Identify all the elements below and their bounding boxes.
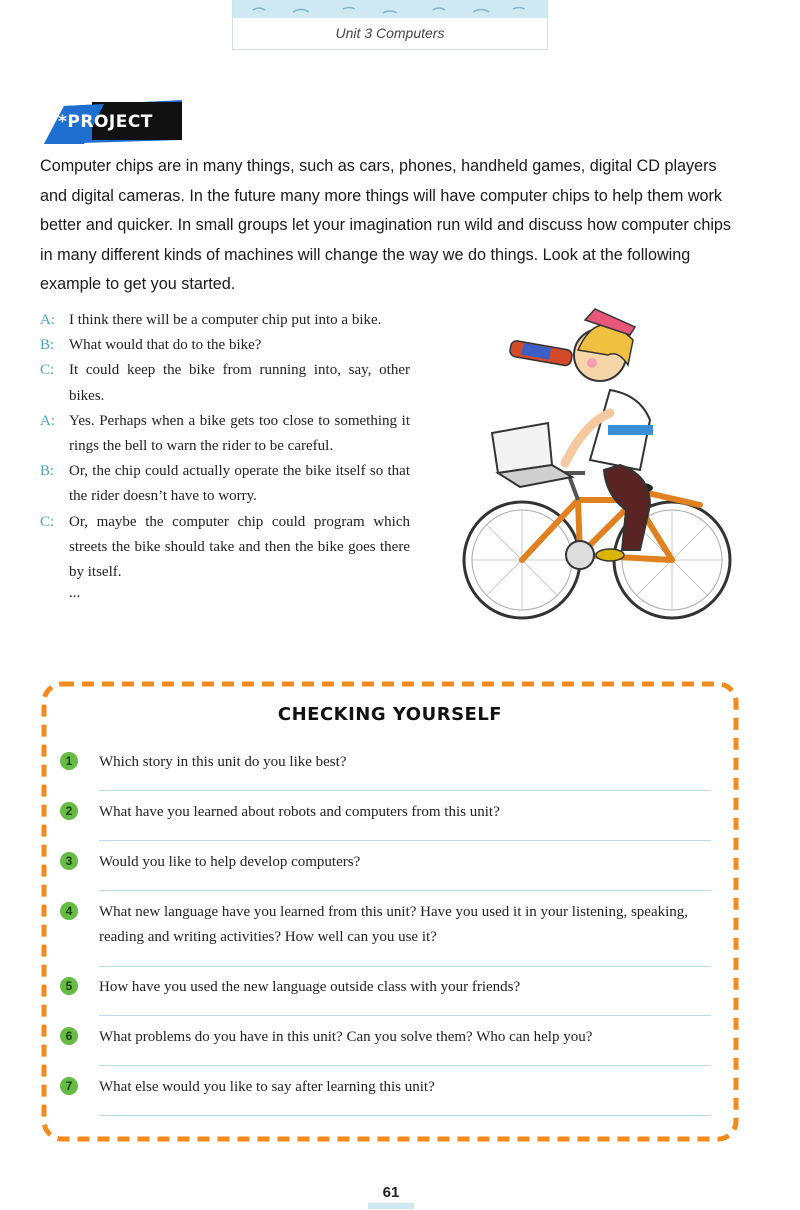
dialog-text: Yes. Perhaps when a bike gets too close to something it rings the bell to warn the rider to be careful.: [69, 412, 410, 455]
dialog-text: It could keep the bike from running into, say, other bikes.: [69, 362, 410, 404]
answer-line[interactable]: [99, 1015, 711, 1016]
question-number-badge: 2: [60, 802, 78, 820]
question-text: What have you learned about robots and computers from this unit?: [99, 804, 500, 820]
question-text: How have you used the new language outside class with your friends?: [99, 979, 521, 995]
page-number-underline: [368, 1203, 414, 1209]
project-badge: [44, 100, 184, 146]
answer-line[interactable]: [99, 966, 711, 967]
dialog-ellipsis: ...: [69, 585, 81, 602]
dialog-speaker: C:: [40, 513, 55, 530]
question-text: Which story in this unit do you like best?: [99, 754, 347, 770]
dialog-speaker: A:: [40, 412, 55, 429]
dialog-speaker: C:: [40, 362, 55, 379]
project-intro: Computer chips are in many things, such as cars, phones, handheld games, digital CD players and digital cameras. In the future many more things will have computer chips to help them work better and quicker. In small groups let your imagination run wild and discuss how computer chips in many different kinds of machines will change the way we do things. Look at the following example to get you started.: [40, 157, 732, 293]
dialog-text: Or, maybe the computer chip could program which streets the bike should take and then the bike goes there by itself.: [69, 513, 410, 581]
answer-line[interactable]: [99, 840, 711, 841]
dialog-speaker: B:: [40, 463, 55, 480]
dialog-line: [40, 333, 410, 358]
answer-line[interactable]: [99, 790, 711, 791]
dialog-text: I think there will be a computer chip put into a bike.: [69, 312, 382, 328]
answer-line[interactable]: [99, 890, 711, 891]
dialog-line: [40, 510, 410, 586]
bike-rider-illustration: [460, 305, 735, 645]
answer-line[interactable]: [99, 1065, 711, 1066]
unit-header: [232, 0, 548, 50]
unit-title: Unit 3 Computers: [335, 25, 445, 41]
dialog-speaker: B:: [40, 337, 55, 354]
dialog-line: [40, 308, 410, 333]
dialog-text: What would that do to the bike?: [69, 337, 262, 354]
question-text: What new language have you learned from this unit? Have you used it in your listening, speaking, reading and writing activities? How well can you use it?: [99, 904, 689, 945]
dialog-line: [40, 358, 410, 408]
dialog-text: Or, the chip could actually operate the bike itself so that the rider doesn’t have to worry.: [69, 463, 410, 505]
header-decor-strip: [233, 0, 547, 18]
question-number-badge: 6: [60, 1027, 78, 1045]
project-badge-label: *PROJECT: [58, 112, 153, 132]
question-number-badge: 3: [60, 852, 78, 870]
question-number-badge: 7: [60, 1077, 78, 1095]
example-dialog: [40, 308, 410, 601]
checking-yourself-box: [40, 674, 740, 1149]
question-text: What problems do you have in this unit? Can you solve them? Who can help you?: [99, 1029, 593, 1045]
page-number: 61: [382, 1184, 400, 1201]
question-number-badge: 1: [60, 752, 78, 770]
question-text: What else would you like to say after learning this unit?: [99, 1079, 435, 1095]
dialog-line: [40, 459, 410, 509]
question-text: Would you like to help develop computers?: [99, 854, 361, 870]
dialog-line: [40, 409, 410, 459]
dialog-speaker: A:: [40, 312, 55, 328]
checking-yourself-title: CHECKING YOURSELF: [277, 704, 503, 725]
question-number-badge: 5: [60, 977, 78, 995]
answer-line[interactable]: [99, 1115, 711, 1116]
question-number-badge: 4: [60, 902, 78, 920]
